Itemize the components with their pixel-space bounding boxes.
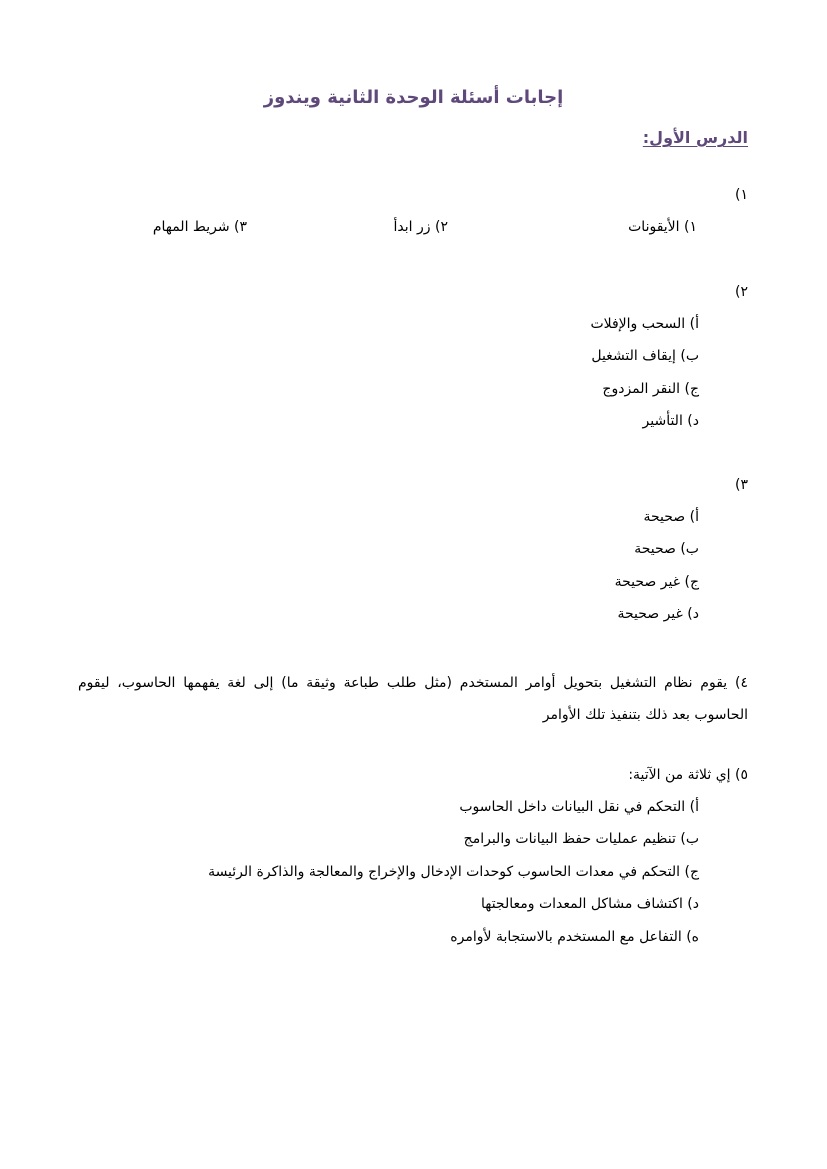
q5-answer-a: أ) التحكم في نقل البيانات داخل الحاسوب bbox=[459, 799, 699, 815]
q1-answer-2: ٢) زر ابدأ bbox=[393, 219, 448, 235]
q5-intro: ٥) إي ثلاثة من الآتية: bbox=[628, 767, 748, 783]
q2-answer-a: أ) السحب والإفلات bbox=[590, 316, 699, 332]
q5-answer-b: ب) تنظيم عمليات حفظ البيانات والبرامج bbox=[463, 831, 699, 847]
q5-answer-c: ج) التحكم في معدات الحاسوب كوحدات الإدخال والإخراج والمعالجة والذاكرة الرئيسة bbox=[208, 864, 699, 880]
q5-answer-e: ه) التفاعل مع المستخدم بالاستجابة لأوامره bbox=[450, 929, 699, 945]
q2-answer-d: د) التأشير bbox=[642, 413, 699, 429]
q2-answer-c: ج) النقر المزدوج bbox=[602, 381, 699, 397]
lesson-heading: الدرس الأول: bbox=[642, 128, 748, 147]
question-2-number: ٢) bbox=[735, 284, 748, 300]
q3-answer-c: ج) غير صحيحة bbox=[614, 574, 699, 590]
page-title: إجابات أسئلة الوحدة الثانية ويندوز bbox=[263, 87, 564, 108]
q1-answer-1: ١) الأيقونات bbox=[628, 219, 697, 235]
q2-answer-b: ب) إيقاف التشغيل bbox=[591, 348, 699, 364]
q5-answer-d: د) اكتشاف مشاكل المعدات ومعالجتها bbox=[480, 896, 699, 912]
question-1-number: ١) bbox=[735, 187, 748, 203]
q3-answer-a: أ) صحيحة bbox=[643, 509, 699, 525]
q3-answer-d: د) غير صحيحة bbox=[617, 606, 699, 622]
q4-answer-paragraph: ٤) يقوم نظام التشغيل بتحويل أوامر المستخدم (مثل طلب طباعة وثيقة ما) إلى لغة يفهمها الحاسوب، ليقوم الحاسوب بعد ذلك بتنفيذ تلك الأوامر bbox=[78, 675, 748, 723]
q3-answer-b: ب) صحيحة bbox=[634, 541, 699, 557]
q1-answer-3: ٣) شريط المهام bbox=[152, 219, 247, 235]
question-3-number: ٣) bbox=[735, 477, 748, 493]
